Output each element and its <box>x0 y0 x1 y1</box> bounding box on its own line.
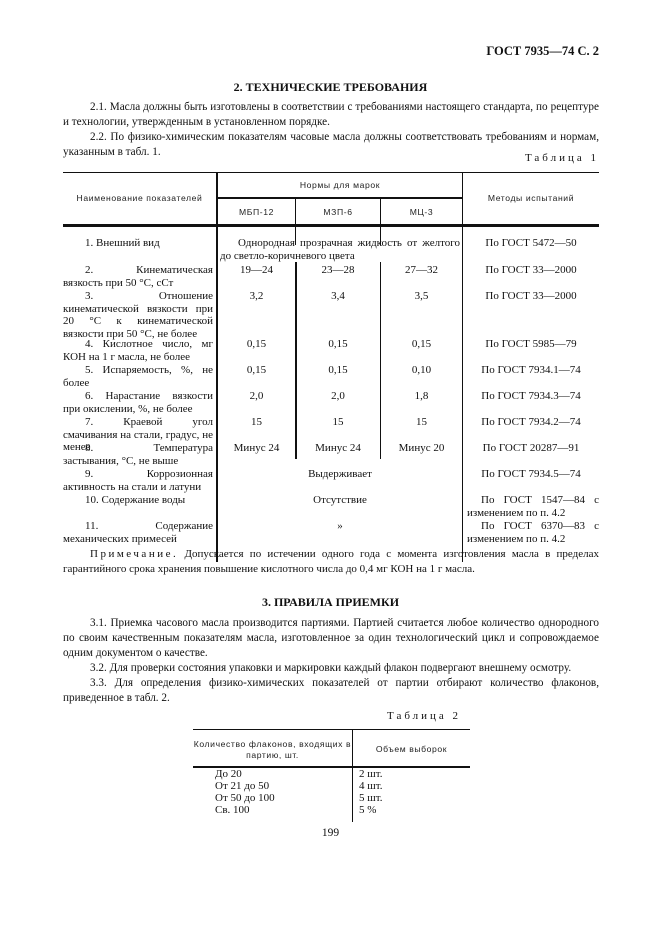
row-7-value-mzp6: 15 <box>332 416 344 428</box>
row-8-value-mc3: Минус 20 <box>398 442 445 454</box>
row-8-method: По ГОСТ 20287—91 <box>482 442 580 454</box>
row-4-value-mzp6: 0,15 <box>328 338 348 350</box>
table-2-caption: Таблица 2 <box>387 710 462 722</box>
table-2-row-1-count: До 20 <box>215 768 242 780</box>
row-5-value-mbp12: 0,15 <box>246 364 267 376</box>
row-6-name: 6. Нарастание вязкости при окислении, %, не более <box>63 390 213 415</box>
row-4-method: По ГОСТ 5985—79 <box>485 338 577 350</box>
table-2-header-sample: Объем выборок <box>375 744 448 754</box>
section-3-body <box>63 616 599 706</box>
table-2-row-3-sample: 5 шт. <box>359 792 383 804</box>
row-5-value-mc3: 0,10 <box>411 364 432 376</box>
row-5-name: 5. Испаряемость, %, не более <box>63 364 213 389</box>
row-6-value-mzp6: 2,0 <box>331 390 345 402</box>
row-3-method: По ГОСТ 33—2000 <box>485 290 577 302</box>
row-4-value-mc3: 0,15 <box>411 338 432 350</box>
row-4-name: 4. Кислотное число, мг КОН на 1 г масла, не более <box>63 338 213 363</box>
header-grade-mc3: МЦ-3 <box>409 207 434 217</box>
section-2-title: 2. ТЕХНИЧЕСКИЕ ТРЕБОВАНИЯ <box>233 80 428 94</box>
row-8-value-mbp12: Минус 24 <box>233 442 280 454</box>
table-1-caption: Таблица 1 <box>524 152 599 164</box>
table-2-top-rule <box>193 729 470 730</box>
table-2 <box>193 729 470 822</box>
row-4-value-mbp12: 0,15 <box>246 338 267 350</box>
table-2-row-1-sample: 2 шт. <box>359 768 383 780</box>
row-11-name: 11. Содержание механических примесей <box>63 520 213 545</box>
section-3-title: 3. ПРАВИЛА ПРИЕМКИ <box>261 595 400 609</box>
table-1-note <box>63 547 599 577</box>
row-2-method: По ГОСТ 33—2000 <box>485 264 577 276</box>
row-2-value-mbp12: 19—24 <box>240 264 273 276</box>
row-6-method: По ГОСТ 7934.3—74 <box>481 390 581 402</box>
row-2-name: 2. Кинематическая вязкость при 50 °С, сСт <box>63 264 213 289</box>
row-3-value-mbp12: 3,2 <box>249 290 264 302</box>
row-10-name: 10. Содержание воды <box>85 494 186 506</box>
header-bottom-rule <box>63 224 599 227</box>
row-9-merged: Выдерживает <box>308 468 372 480</box>
header-norms: Нормы для марок <box>299 180 381 190</box>
header-methods: Методы испытаний <box>487 193 575 203</box>
document-header: ГОСТ 7935—74 С. 2 <box>486 44 599 58</box>
row-1-merged: Однородная прозрачная жидкость от желтого до светло-коричневого цвета <box>220 237 460 262</box>
row-6-value-mbp12: 2,0 <box>249 390 264 402</box>
row-1-method: По ГОСТ 5472—50 <box>485 237 577 249</box>
row-5-value-mzp6: 0,15 <box>328 364 348 376</box>
header-grade-mbp12: МБП-12 <box>239 207 274 217</box>
table-2-row-3-count: От 50 до 100 <box>215 792 275 804</box>
row-5-method: По ГОСТ 7934.1—74 <box>481 364 581 376</box>
row-9-name: 9. Коррозионная активность на стали и латуни <box>63 468 213 493</box>
row-1-name: 1. Внешний вид <box>85 237 160 249</box>
row-3-value-mzp6: 3,4 <box>331 290 345 302</box>
header-grade-mzp6: МЗП-6 <box>323 207 353 217</box>
table-2-row-4-count: Св. 100 <box>215 804 250 816</box>
row-7-method: По ГОСТ 7934.2—74 <box>481 416 581 428</box>
row-7-name: 7. Краевой угол смачивания на стали, градус, не менее <box>63 416 213 453</box>
table-2-col-divider <box>352 729 353 822</box>
header-sub-rule <box>216 197 462 199</box>
row-8-value-mzp6: Минус 24 <box>315 442 361 454</box>
row-3-name: 3. Отношение кинематической вязкости при 20 °С к кинематической вязкости при 50 °С, не более <box>63 290 213 340</box>
row-2-value-mzp6: 23—28 <box>321 264 355 276</box>
row-3-value-mc3: 3,5 <box>414 290 429 302</box>
row-8-name: 8. Температура застывания, °С, не выше <box>63 442 213 467</box>
paragraph-2-2: 2.2. По физико-химическим показателям часовые масла должны соответствовать требованиям и нормам, указанным в табл. 1. <box>63 131 599 158</box>
row-11-method: По ГОСТ 6370—83 с изменением по п. 4.2 <box>467 520 599 545</box>
table-2-header-count: Количество флаконов, входящих в партию, шт. <box>193 739 352 760</box>
row-11-merged: » <box>337 520 343 532</box>
row-2-value-mc3: 27—32 <box>405 264 438 276</box>
table-1 <box>63 172 599 562</box>
table-top-rule <box>63 172 599 173</box>
paragraph-3-2: 3.2. Для проверки состояния упаковки и маркировки каждый флакон подвергают внешнему осмотру. <box>90 662 572 674</box>
row-7-value-mc3: 15 <box>416 416 427 428</box>
row-9-method: По ГОСТ 7934.5—74 <box>481 468 581 480</box>
note-text: Допускается по истечении одного года с момента изготовления масла в пределах гарантийного срока хранения повышение кислотного числа до 0,4 мг КОН на 1 г масла. <box>63 548 599 575</box>
paragraph-3-1: 3.1. Приемка часового масла производится партиями. Партией считается любое количество однородного по своим качественным показателям масла, изготовленное за один технологический цикл и сопровождаемое одним документом о качестве. <box>63 617 599 659</box>
page-number: 199 <box>321 827 340 839</box>
note-label: Примечание. <box>90 548 179 560</box>
table-2-row-2-sample: 4 шт. <box>359 780 383 792</box>
table-2-row-4-sample: 5 % <box>359 804 377 816</box>
row-7-value-mbp12: 15 <box>251 416 262 428</box>
row-10-method: По ГОСТ 1547—84 с изменением по п. 4.2 <box>467 494 599 519</box>
paragraph-2-1: 2.1. Масла должны быть изготовлены в соответствии с требованиями настоящего стандарта, по рецептуре и технологии, утвержденным в установленном порядке. <box>63 101 599 128</box>
row-10-merged: Отсутствие <box>313 494 367 506</box>
paragraph-3-3: 3.3. Для определения физико-химических показателей от партии отбирают количество флаконов, приведенное в табл. 2. <box>63 677 599 704</box>
row-6-value-mc3: 1,8 <box>414 390 429 402</box>
table-2-row-2-count: От 21 до 50 <box>215 780 270 792</box>
section-2-body <box>63 100 599 160</box>
header-name: Наименование показателей <box>76 193 203 203</box>
